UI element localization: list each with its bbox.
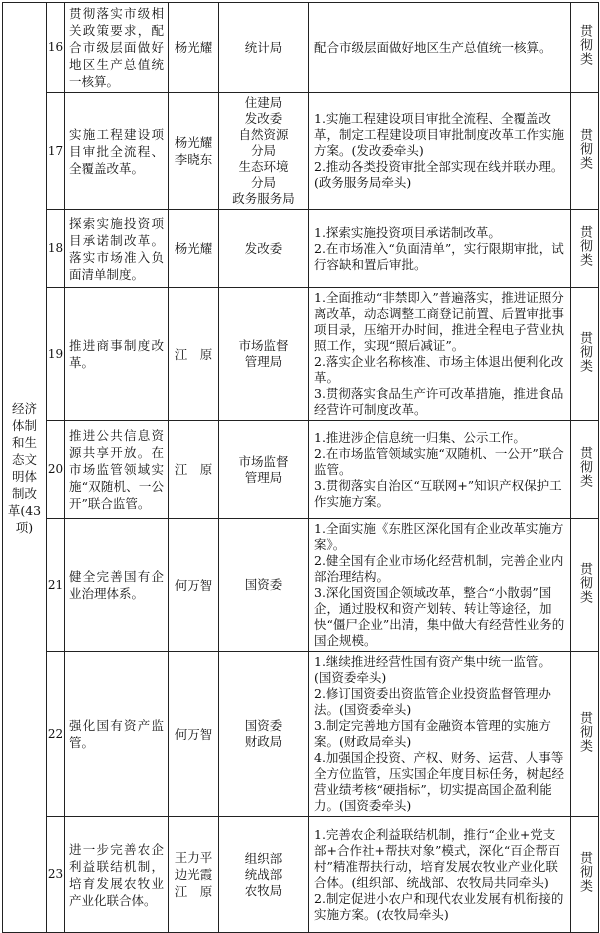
responsible-person: 何万智 bbox=[169, 652, 219, 817]
measure-item: 1.推进涉企信息统一归集、公示工作。 bbox=[314, 429, 526, 445]
task-type-label: 贯彻类 bbox=[577, 710, 592, 753]
category-label: 经济体制和生态文明体制改革(43项) bbox=[7, 400, 42, 535]
table-row bbox=[3, 652, 599, 817]
measure-item: 1.探索实施投资项目承诺制改革。 bbox=[314, 224, 501, 240]
task-cell: 推进商事制度改革。 bbox=[65, 288, 169, 421]
responsible-department: 市场监督 管理局 bbox=[219, 288, 309, 421]
measures-cell bbox=[309, 421, 571, 519]
row-number: 21 bbox=[47, 519, 65, 652]
responsible-department: 住建局 发改委 自然资源 分局 生态环境 分局 政务服务局 bbox=[219, 93, 309, 210]
responsible-department: 组织部 统战部 农牧局 bbox=[219, 817, 309, 933]
responsible-department: 统计局 bbox=[219, 3, 309, 93]
row-number: 22 bbox=[47, 652, 65, 817]
row-number: 20 bbox=[47, 421, 65, 519]
responsible-department: 市场监督 管理局 bbox=[219, 421, 309, 519]
row-number: 16 bbox=[47, 3, 65, 93]
responsible-department: 国资委 bbox=[219, 519, 309, 652]
task-type-label: 贯彻类 bbox=[577, 127, 592, 170]
row-number: 23 bbox=[47, 817, 65, 933]
responsible-person: 杨光耀 bbox=[169, 3, 219, 93]
measures-cell bbox=[309, 519, 571, 652]
measure-item: 2.健全国有企业市场化经营机制，完善企业内部治理结构。 bbox=[314, 553, 564, 584]
table-row bbox=[3, 93, 599, 210]
task-cell: 推进公共信息资源共享开放。在市场监管领域实施“双随机、一公开”联合监管。 bbox=[65, 421, 169, 519]
responsible-person: 江 原 bbox=[169, 421, 219, 519]
task-type-label: 贯彻类 bbox=[577, 446, 592, 488]
measure-item: 2.在市场监管领域实施“双随机、一公开”联合监管。 bbox=[314, 445, 564, 477]
measure-item: 2.在市场准入“负面清单”，实行限期审批，试行容缺和置后审批。 bbox=[314, 240, 564, 272]
task-type-label: 贯彻类 bbox=[577, 330, 592, 373]
measure-item: 2.推动各类投资审批全部实现在线并联办理。(政务服务局牵头) bbox=[314, 159, 564, 190]
table-row bbox=[3, 519, 599, 652]
measures-cell bbox=[309, 652, 571, 817]
task-type-cell bbox=[571, 3, 599, 93]
table-row bbox=[3, 3, 599, 93]
task-type-label: 贯彻类 bbox=[577, 561, 592, 604]
measure-item: 2.制定促进小农户和现代农业发展有机衔接的实施方案。(农牧局牵头) bbox=[314, 890, 564, 922]
task-type-cell bbox=[571, 519, 599, 652]
measure-item: 1.实施工程建设项目审批全流程、全覆盖改革，制定工程建设项目审批制度改革工作实施方案。(发改委牵头) bbox=[314, 111, 565, 158]
task-type-cell bbox=[571, 210, 599, 288]
measure-item: 1.全面推动“非禁即入”普遍落实，推进证照分离改革，动态调整工商登记前置、后置审批事项目录，压缩开办时间，推进全程电子营业执照工作，实现“照后减证”。 bbox=[314, 290, 565, 353]
task-type-cell bbox=[571, 421, 599, 519]
measure-item: 3.制定完善地方国有金融资本管理的实施方案。(财政局牵头) bbox=[314, 718, 551, 749]
task-type-label: 贯彻类 bbox=[577, 24, 592, 66]
measure-item: 1.完善农企利益联结机制，推行“企业+党支部+合作社+帮扶对象”模式，深化“百企帮百村”精准帮扶行动，培育发展农牧业产业化联合体。(组织部、统战部、农牧局共同牵头) bbox=[314, 826, 561, 890]
measure-item: 1.全面实施《东胜区深化国有企业改革实施方案》。 bbox=[314, 521, 564, 552]
task-cell: 强化国有资产监管。 bbox=[65, 652, 169, 817]
responsible-department: 国资委 财政局 bbox=[219, 652, 309, 817]
reform-task-table bbox=[2, 2, 599, 933]
measures-cell bbox=[309, 210, 571, 288]
task-type-label: 贯彻类 bbox=[577, 225, 592, 267]
measures-cell bbox=[309, 817, 571, 933]
row-number: 17 bbox=[47, 93, 65, 210]
measures-cell bbox=[309, 288, 571, 421]
task-cell: 实施工程建设项目审批全流程、全覆盖改革。 bbox=[65, 93, 169, 210]
measure-item: 1.继续推进经营性国有资产集中统一监管。(国资委牵头) bbox=[314, 654, 551, 685]
task-type-cell bbox=[571, 817, 599, 933]
measures-cell bbox=[309, 93, 571, 210]
measure-item: 3.贯彻落实自治区“互联网+”知识产权保护工作实施方案。 bbox=[314, 477, 562, 509]
responsible-person: 何万智 bbox=[169, 519, 219, 652]
task-cell: 健全完善国有企业治理体系。 bbox=[65, 519, 169, 652]
table-row bbox=[3, 817, 599, 933]
task-type-cell bbox=[571, 652, 599, 817]
task-type-label: 贯彻类 bbox=[577, 851, 592, 893]
task-cell: 探索实施投资项目承诺制改革。落实市场准入负面清单制度。 bbox=[65, 210, 169, 288]
measure-item: 3.贯彻落实食品生产许可改革措施，推进食品经营许可制度改革。 bbox=[314, 386, 564, 417]
responsible-person: 杨光耀 李晓东 bbox=[169, 93, 219, 210]
table-row bbox=[3, 421, 599, 519]
measure-item: 4.加强国企投资、产权、财务、运营、人事等全方位监管，压实国企年度目标任务，树起经营业绩考核“硬指标”，切实提高国企盈利能力。(国资委牵头) bbox=[314, 750, 565, 813]
measure-item: 配合市级层面做好地区生产总值统一核算。 bbox=[314, 39, 552, 55]
measure-item: 2.落实企业名称核准、市场主体退出便利化改革。 bbox=[314, 354, 564, 385]
task-cell: 贯彻落实市级相关政策要求，配合市级层面做好地区生产总值统一核算。 bbox=[65, 3, 169, 93]
measure-item: 3.深化国资国企领域改革，整合“小散弱”国企，通过股权和资产划转、转让等途径，加快“僵尸企业”出清，集中做大有经营性业务的国企规模。 bbox=[314, 585, 565, 648]
table-row bbox=[3, 210, 599, 288]
row-number: 18 bbox=[47, 210, 65, 288]
task-type-cell bbox=[571, 93, 599, 210]
task-type-cell bbox=[571, 288, 599, 421]
table-row bbox=[3, 288, 599, 421]
category-cell bbox=[3, 3, 47, 933]
responsible-department: 发改委 bbox=[219, 210, 309, 288]
row-number: 19 bbox=[47, 288, 65, 421]
task-cell: 进一步完善农企利益联结机制，培育发展农牧业产业化联合体。 bbox=[65, 817, 169, 933]
responsible-person: 王力平 边光霞 江 原 bbox=[169, 817, 219, 933]
measures-cell bbox=[309, 3, 571, 93]
responsible-person: 杨光耀 bbox=[169, 210, 219, 288]
responsible-person: 江 原 bbox=[169, 288, 219, 421]
measure-item: 2.修订国资委出资监管企业投资监督管理办法。(国资委牵头) bbox=[314, 686, 551, 717]
